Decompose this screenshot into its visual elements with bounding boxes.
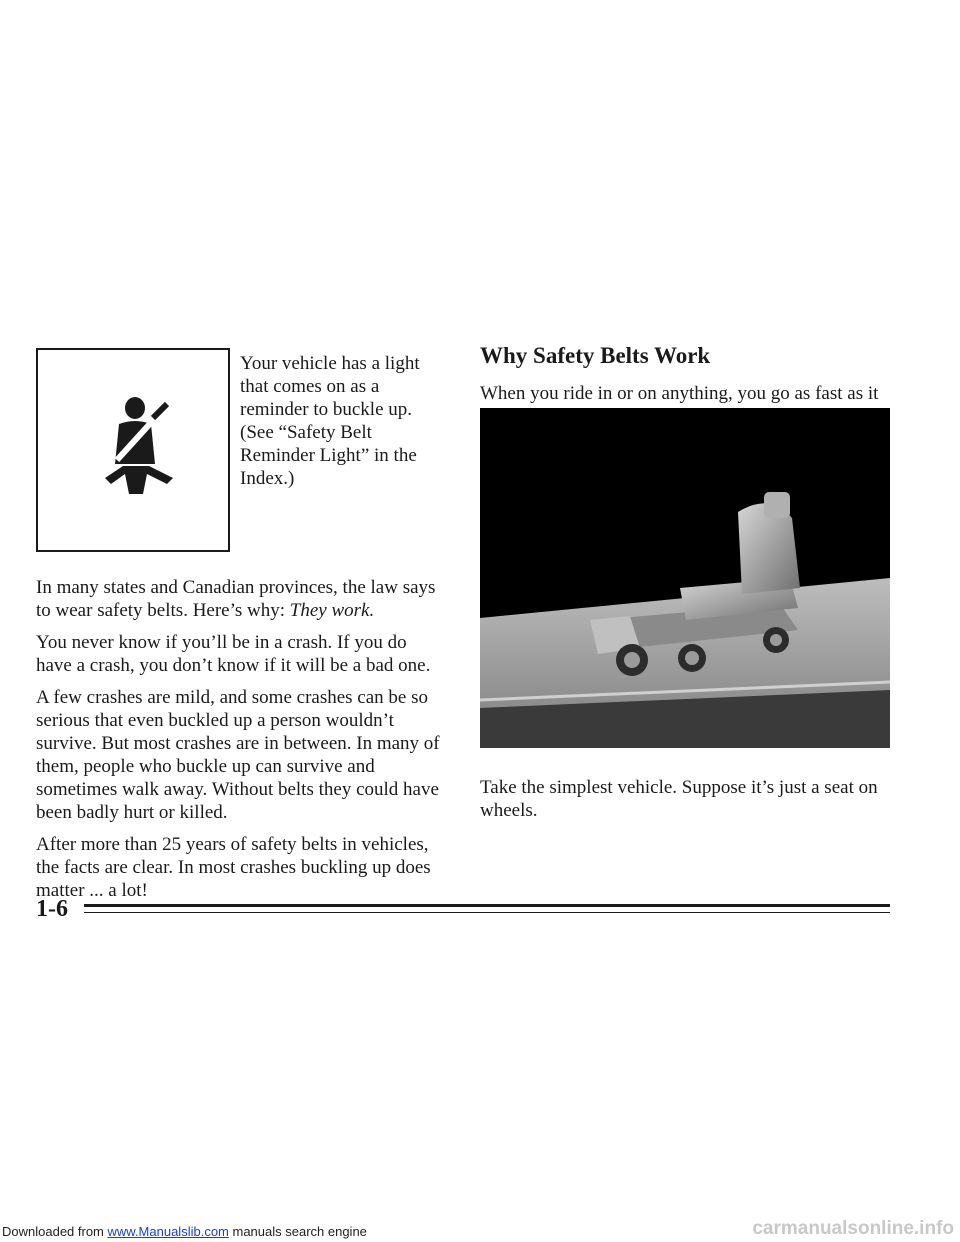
paragraph-facts: After more than 25 years of safety belts in vehicles, the facts are clear. In most crashes buckling up does matter ... a lot! <box>36 834 431 901</box>
section-heading: Why Safety Belts Work <box>480 343 711 368</box>
seatbelt-person-icon <box>83 394 193 504</box>
seat-on-wheels-illustration <box>480 408 890 748</box>
emphasis-they-work: They work. <box>289 600 375 621</box>
safety-belt-reminder-icon-box <box>36 348 230 552</box>
manualslib-link[interactable]: www.Manualslib.com <box>107 1224 229 1239</box>
paragraph-law: In many states and Canadian provinces, the law says to wear safety belts. Here’s why: They work. <box>36 577 436 621</box>
seat-on-wheels-photo <box>480 408 890 748</box>
watermark: carmanualsonline.info <box>752 1218 954 1239</box>
download-note: Downloaded from www.Manualslib.com manuals search engine <box>2 1224 367 1239</box>
paragraph-crash-types: A few crashes are mild, and some crashes can be so serious that even buckled up a person wouldn’t survive. But most crashes are in between. In many of them, people who buckle up can survive and sometimes walk away. Without belts they could have been badly hurt or killed. <box>36 687 440 823</box>
footer-rule-thin <box>84 912 890 913</box>
left-body-text <box>36 576 446 911</box>
intro-paragraph: When you ride in or on anything, you go as fast as it <box>480 383 879 404</box>
footer-rule-thick <box>84 904 890 907</box>
paragraph-crash-unknown: You never know if you’ll be in a crash. If you do have a crash, you don’t know if it will be a bad one. <box>36 632 431 676</box>
page-number: 1-6 <box>36 896 68 922</box>
photo-caption: Take the simplest vehicle. Suppose it’s just a seat on wheels. <box>480 777 878 821</box>
reminder-light-caption: Your vehicle has a light that comes on as a reminder to buckle up. (See “Safety Belt Reminder Light” in the Index.) <box>240 353 420 489</box>
